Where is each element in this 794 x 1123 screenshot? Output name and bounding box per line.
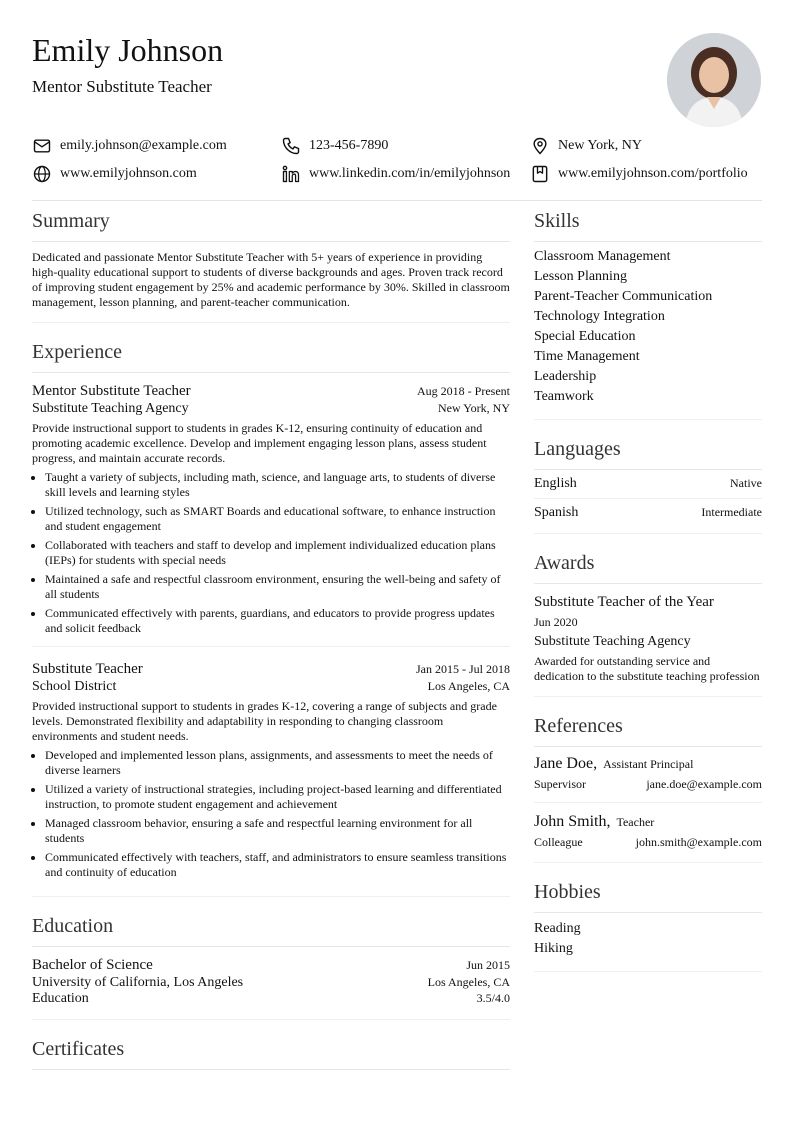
summary-heading: Summary [32,208,510,242]
portfolio-text: www.emilyjohnson.com/portfolio [558,166,748,181]
hobby-item: Hiking [534,941,573,956]
website-contact[interactable] [32,162,197,186]
email-icon [32,136,52,156]
reference-item [534,747,762,803]
contact-row [32,162,762,190]
job-location: Los Angeles, CA [427,679,510,693]
references-heading: References [534,713,762,747]
job-bullet: • Communicated effectively with parents, guardians, and educators to provide progress updates and solicit feedback [45,606,510,636]
linkedin-text: www.linkedin.com/in/emilyjohnson [309,166,511,181]
linkedin-contact[interactable] [281,162,510,186]
skill-item: Leadership [534,369,597,384]
award-description: Awarded for outstanding service and dedication to the substitute teaching profession [534,654,760,683]
skill-item: Teamwork [534,389,594,404]
job-bullet: • Developed and implemented lesson plans, assignments, and assessments to meet the needs of diverse learners [45,748,510,778]
reference-name: Jane Doe, [534,755,598,772]
reference-item [534,803,762,850]
location-contact [530,134,642,158]
phone-contact[interactable] [281,134,388,158]
award-organization: Substitute Teaching Agency [534,634,691,649]
contact-row [32,134,762,162]
reference-relation: Supervisor [534,777,586,791]
job-bullet: • Utilized a variety of instructional strategies, including project-based learning and differentiated instruction, to promote student engagement and achievement [45,782,510,812]
skills-section [534,208,762,420]
job-bullet: • Communicated effectively with teachers, staff, and administrators to ensure seamless transitions and continuity of education [45,850,510,880]
education-location: Los Angeles, CA [427,975,510,989]
job-bullets [32,470,510,636]
globe-icon [32,164,52,184]
skills-heading: Skills [534,208,762,242]
language-name: English [534,476,577,491]
website-text: www.emilyjohnson.com [60,166,197,181]
job-bullet: • Utilized technology, such as SMART Boards and educational software, to enhance instruction and student engagement [45,504,510,534]
reference-email[interactable]: john.smith@example.com [635,835,762,849]
award-date: Jun 2020 [534,615,578,629]
job-company: School District [32,679,117,694]
certificates-section [32,1036,510,1070]
education-school: University of California, Los Angeles [32,975,244,990]
job-bullet: • Managed classroom behavior, ensuring a safe and respectful learning environment for all students [45,816,510,846]
job-company: Substitute Teaching Agency [32,401,189,416]
reference-relation: Colleague [534,835,583,849]
language-level: Native [730,476,762,490]
header-divider [32,200,762,201]
right-column [534,208,762,988]
education-field: Education [32,991,89,1006]
education-heading: Education [32,913,510,947]
job-description: Provided instructional support to students in grades K-12, covering a range of subjects and grade levels. Demonstrated flexibility and adaptability in responding to changing classroom environments and student needs. [32,699,497,743]
location-pin-icon [530,136,550,156]
job-bullet: • Taught a variety of subjects, including math, science, and language arts, to students of diverse skill levels and learning styles [45,470,510,500]
certificates-heading: Certificates [32,1036,510,1070]
hobbies-heading: Hobbies [534,879,762,913]
skill-item: Parent-Teacher Communication [534,289,713,304]
reference-role: Teacher [616,815,655,829]
skill-item: Special Education [534,329,636,344]
language-item [534,470,762,499]
phone-text: 123-456-7890 [309,138,389,153]
job-entry [32,373,510,647]
hobbies-section [534,879,762,972]
skill-item: Time Management [534,349,640,364]
languages-heading: Languages [534,436,762,470]
job-dates: Jan 2015 - Jul 2018 [416,662,510,676]
phone-icon [281,136,301,156]
reference-role: Assistant Principal [603,757,694,771]
email-text: emily.johnson@example.com [60,138,227,153]
references-section [534,713,762,863]
job-title: Mentor Substitute Teacher [32,383,191,399]
portfolio-contact[interactable] [530,162,748,186]
language-item [534,499,762,534]
language-level: Intermediate [701,505,762,519]
candidate-title: Mentor Substitute Teacher [32,77,212,96]
experience-section [32,339,510,897]
contact-block [32,134,762,190]
education-gpa: 3.5/4.0 [476,991,510,1005]
job-bullets [32,748,510,880]
job-bullet: • Collaborated with teachers and staff to develop and implement individualized education plans (IEPs) for students with special needs [45,538,510,568]
job-location: New York, NY [437,401,510,415]
skill-item: Lesson Planning [534,269,627,284]
location-text: New York, NY [558,138,643,153]
skill-item: Classroom Management [534,249,671,264]
job-entry [32,647,510,880]
reference-name: John Smith, [534,813,611,830]
language-name: Spanish [534,505,579,520]
portfolio-icon [530,164,550,184]
job-title: Substitute Teacher [32,661,143,677]
languages-section [534,436,762,534]
linkedin-icon [281,164,301,184]
reference-email[interactable]: jane.doe@example.com [646,777,762,791]
candidate-name: Emily Johnson [32,32,224,68]
summary-section [32,208,510,323]
email-contact[interactable] [32,134,227,158]
summary-text: Dedicated and passionate Mentor Substitute Teacher with 5+ years of experience in providing high-quality educational support to students of diverse backgrounds and ages. Proven track record of improving student engagement by 25% and academic performance by 30%. Skilled in classroom management, lesson planning, and parent-teacher communication. [32,250,510,309]
awards-heading: Awards [534,550,762,584]
job-description: Provide instructional support to students in grades K-12, ensuring continuity of education and promoting academic excellence. Develop and implement engaging lesson plans, assess student progress, and maintain accurate records. [32,421,487,465]
experience-heading: Experience [32,339,510,373]
education-section [32,913,510,1020]
education-date: Jun 2015 [466,958,510,972]
awards-section [534,550,762,697]
job-bullet: • Maintained a safe and respectful classroom environment, ensuring the well-being and safety of all students [45,572,510,602]
profile-photo [667,33,761,127]
award-title: Substitute Teacher of the Year [534,594,714,610]
hobby-item: Reading [534,921,581,936]
education-degree: Bachelor of Science [32,957,153,973]
skill-item: Technology Integration [534,309,665,324]
left-column [32,208,510,1070]
profile-photo-image [667,33,761,127]
job-dates: Aug 2018 - Present [417,384,510,398]
